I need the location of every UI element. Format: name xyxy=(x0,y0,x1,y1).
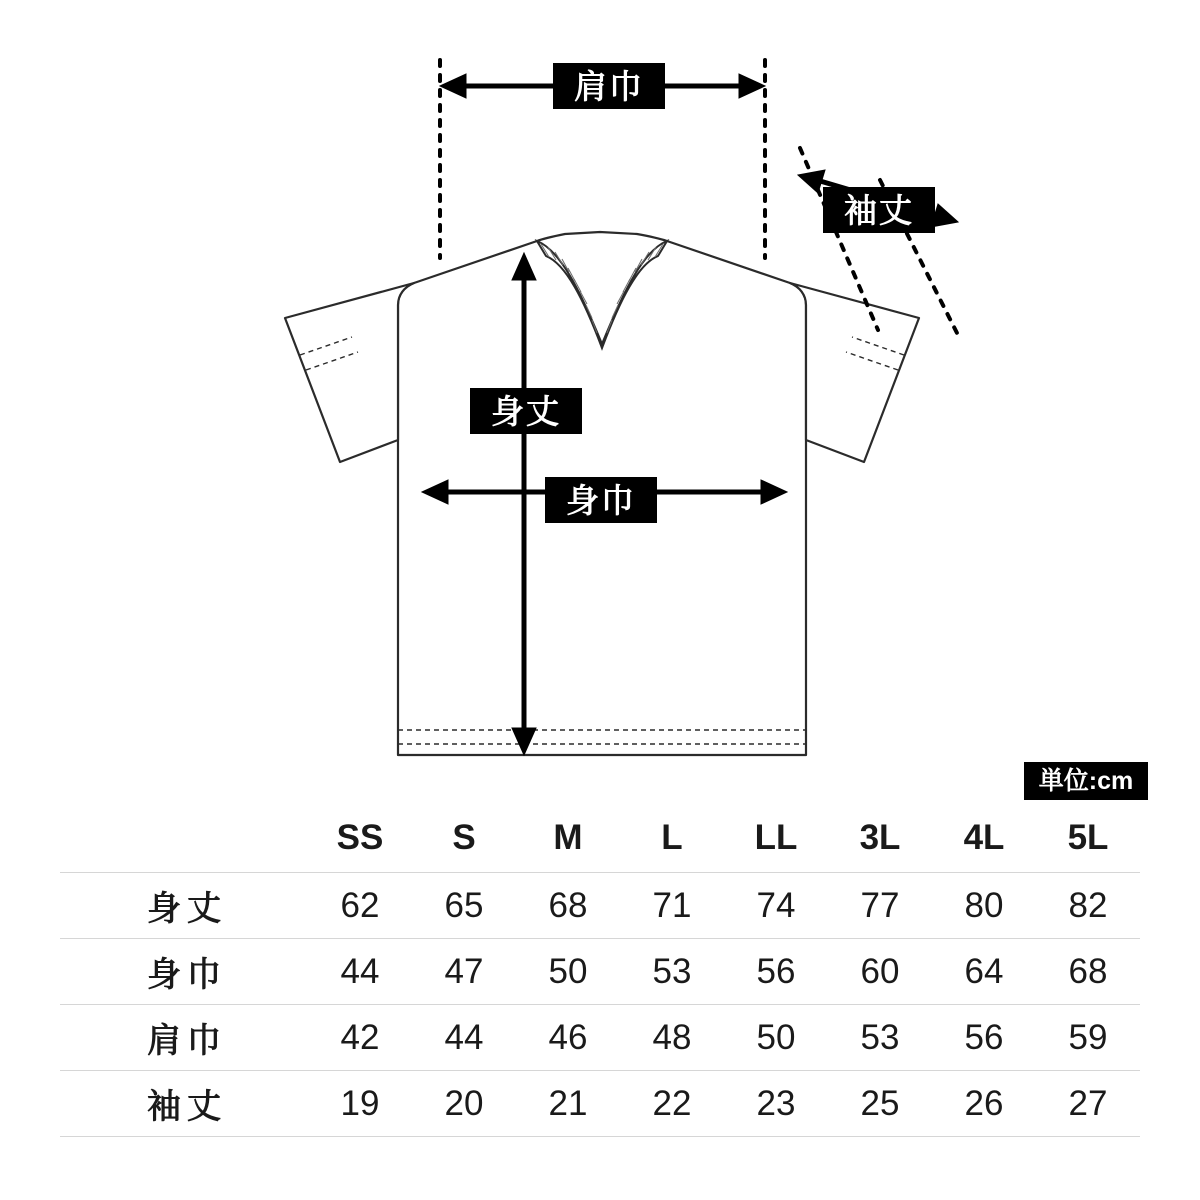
cell-body-length-l: 71 xyxy=(620,873,724,939)
column-header-l: L xyxy=(620,808,724,873)
cell-sleeve-length-5l: 27 xyxy=(1036,1071,1140,1137)
row-header-sleeve-length: 袖丈 xyxy=(60,1071,308,1137)
table-row xyxy=(60,1005,1140,1071)
cell-body-width-l: 53 xyxy=(620,939,724,1005)
column-header-0 xyxy=(60,808,308,873)
cell-shoulder-width-s: 44 xyxy=(412,1005,516,1071)
column-header-4l: 4L xyxy=(932,808,1036,873)
cell-body-length-s: 65 xyxy=(412,873,516,939)
cell-body-length-4l: 80 xyxy=(932,873,1036,939)
column-header-5l: 5L xyxy=(1036,808,1140,873)
column-header-ss: SS xyxy=(308,808,412,873)
cell-body-width-m: 50 xyxy=(516,939,620,1005)
cell-sleeve-length-3l: 25 xyxy=(828,1071,932,1137)
cell-sleeve-length-ss: 19 xyxy=(308,1071,412,1137)
cell-body-length-m: 68 xyxy=(516,873,620,939)
table-row xyxy=(60,873,1140,939)
label-sleeve-length: 袖丈 xyxy=(823,187,935,233)
cell-shoulder-width-5l: 59 xyxy=(1036,1005,1140,1071)
cell-body-width-3l: 60 xyxy=(828,939,932,1005)
table-row xyxy=(60,1071,1140,1137)
cell-body-length-5l: 82 xyxy=(1036,873,1140,939)
column-header-s: S xyxy=(412,808,516,873)
row-header-shoulder-width: 肩巾 xyxy=(60,1005,308,1071)
cell-body-width-5l: 68 xyxy=(1036,939,1140,1005)
cell-body-width-s: 47 xyxy=(412,939,516,1005)
cell-shoulder-width-m: 46 xyxy=(516,1005,620,1071)
column-header-m: M xyxy=(516,808,620,873)
cell-sleeve-length-4l: 26 xyxy=(932,1071,1036,1137)
cell-body-length-ll: 74 xyxy=(724,873,828,939)
size-table xyxy=(60,808,1140,1137)
cell-sleeve-length-l: 22 xyxy=(620,1071,724,1137)
cell-shoulder-width-l: 48 xyxy=(620,1005,724,1071)
size-table-container xyxy=(60,808,1140,1137)
cell-body-length-3l: 77 xyxy=(828,873,932,939)
cell-body-width-4l: 64 xyxy=(932,939,1036,1005)
label-body-length: 身丈 xyxy=(470,388,582,434)
row-header-body-width: 身巾 xyxy=(60,939,308,1005)
cell-shoulder-width-ll: 50 xyxy=(724,1005,828,1071)
cell-body-width-ss: 44 xyxy=(308,939,412,1005)
table-header-row xyxy=(60,808,1140,873)
cell-body-length-ss: 62 xyxy=(308,873,412,939)
row-header-body-length: 身丈 xyxy=(60,873,308,939)
cell-body-width-ll: 56 xyxy=(724,939,828,1005)
label-unit: 単位:cm xyxy=(1024,762,1148,800)
cell-sleeve-length-m: 21 xyxy=(516,1071,620,1137)
cell-shoulder-width-4l: 56 xyxy=(932,1005,1036,1071)
cell-shoulder-width-3l: 53 xyxy=(828,1005,932,1071)
column-header-ll: LL xyxy=(724,808,828,873)
cell-sleeve-length-s: 20 xyxy=(412,1071,516,1137)
cell-sleeve-length-ll: 23 xyxy=(724,1071,828,1137)
cell-shoulder-width-ss: 42 xyxy=(308,1005,412,1071)
column-header-3l: 3L xyxy=(828,808,932,873)
label-shoulder-width: 肩巾 xyxy=(553,63,665,109)
table-row xyxy=(60,939,1140,1005)
label-body-width: 身巾 xyxy=(545,477,657,523)
